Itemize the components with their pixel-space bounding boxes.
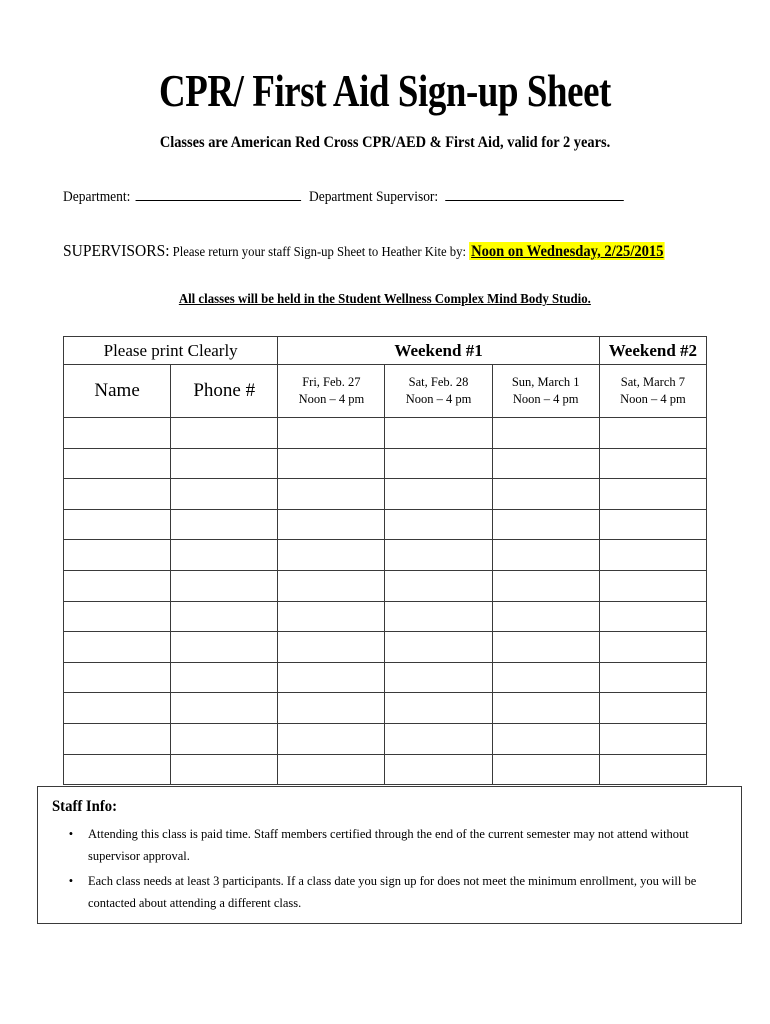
signup-cell[interactable]: [171, 632, 278, 663]
signup-cell[interactable]: [492, 509, 599, 540]
signup-cell[interactable]: [599, 601, 706, 632]
signup-table: [63, 336, 707, 785]
signup-cell[interactable]: [385, 754, 492, 785]
signup-cell[interactable]: [64, 601, 171, 632]
signup-cell[interactable]: [278, 662, 385, 693]
signup-cell[interactable]: [64, 570, 171, 601]
signup-cell[interactable]: [278, 448, 385, 479]
signup-cell[interactable]: [385, 448, 492, 479]
signup-cell[interactable]: [171, 693, 278, 724]
signup-cell[interactable]: [171, 601, 278, 632]
table-row: [64, 632, 707, 663]
column-header-phone: Phone #: [171, 365, 278, 418]
deadline-highlight: Noon on Wednesday, 2/25/2015: [471, 243, 664, 260]
signup-cell[interactable]: [492, 570, 599, 601]
signup-cell[interactable]: [171, 723, 278, 754]
signup-cell[interactable]: [385, 723, 492, 754]
list-item: [68, 870, 733, 914]
table-row: [64, 540, 707, 571]
table-row: [64, 418, 707, 449]
class-date-label: Sun, March 1: [511, 375, 580, 389]
signup-cell[interactable]: [171, 479, 278, 510]
department-supervisor-label: Department Supervisor:: [308, 189, 439, 205]
supervisors-return-text: Please return your staff Sign-up Sheet to Heather Kite by:: [172, 244, 467, 259]
signup-cell[interactable]: [278, 601, 385, 632]
department-fields-line: [63, 187, 624, 207]
column-header-sat-feb-28: [385, 365, 492, 418]
signup-cell[interactable]: [171, 448, 278, 479]
department-blank-field[interactable]: [136, 188, 302, 201]
signup-cell[interactable]: [278, 540, 385, 571]
supervisors-instruction-line: [63, 240, 664, 263]
table-row: [64, 509, 707, 540]
signup-cell[interactable]: [278, 509, 385, 540]
department-label: Department:: [63, 189, 131, 205]
list-item-text: Each class needs at least 3 participants. If a class date you sign up for does not meet the minimum enrollment, you will be contacted about attending a different class.: [88, 873, 697, 910]
class-date-label: Fri, Feb. 27: [302, 375, 361, 389]
signup-cell[interactable]: [599, 632, 706, 663]
signup-cell[interactable]: [171, 540, 278, 571]
department-supervisor-blank-field[interactable]: [446, 188, 625, 201]
class-date-label: Sat, March 7: [620, 375, 685, 389]
signup-cell[interactable]: [492, 540, 599, 571]
signup-cell[interactable]: [492, 693, 599, 724]
signup-cell[interactable]: [385, 632, 492, 663]
signup-cell[interactable]: [599, 754, 706, 785]
column-header-sun-march-1: [492, 365, 599, 418]
signup-cell[interactable]: [64, 754, 171, 785]
signup-cell[interactable]: [385, 418, 492, 449]
bullet-icon: •: [68, 873, 74, 888]
signup-cell[interactable]: [599, 662, 706, 693]
signup-cell[interactable]: [278, 723, 385, 754]
group-header-print-clearly: Please print Clearly: [64, 337, 278, 365]
signup-cell[interactable]: [385, 693, 492, 724]
list-item-text: Attending this class is paid time. Staff members certified through the end of the current semester may not attend without supervisor approval.: [88, 826, 689, 863]
table-row: [64, 601, 707, 632]
signup-cell[interactable]: [492, 662, 599, 693]
signup-cell[interactable]: [385, 540, 492, 571]
signup-cell[interactable]: [385, 601, 492, 632]
column-header-name: Name: [64, 365, 171, 418]
signup-table-body: [64, 418, 707, 785]
signup-cell[interactable]: [599, 693, 706, 724]
class-time-label: Noon – 4 pm: [298, 392, 365, 406]
class-date-label: Sat, Feb. 28: [408, 375, 469, 389]
signup-cell[interactable]: [599, 418, 706, 449]
column-header-fri-feb-27: [278, 365, 385, 418]
location-note-text: All classes will be held in the Student Wellness Complex Mind Body Studio.: [178, 291, 592, 306]
bullet-icon: •: [68, 826, 74, 841]
signup-cell[interactable]: [492, 754, 599, 785]
column-header-sat-march-7: [599, 365, 706, 418]
table-row: [64, 723, 707, 754]
signup-cell[interactable]: [492, 479, 599, 510]
signup-cell[interactable]: [385, 570, 492, 601]
signup-cell[interactable]: [171, 509, 278, 540]
table-row: [64, 479, 707, 510]
list-item: [68, 823, 733, 867]
signup-cell[interactable]: [599, 540, 706, 571]
group-header-row: [64, 337, 707, 365]
signup-cell[interactable]: [599, 479, 706, 510]
supervisors-lead-label: SUPERVISORS:: [63, 241, 170, 260]
group-header-weekend-2: Weekend #2: [599, 337, 706, 365]
signup-cell[interactable]: [64, 693, 171, 724]
signup-table-head: [64, 337, 707, 418]
signup-cell[interactable]: [64, 418, 171, 449]
staff-info-title: Staff Info:: [52, 798, 118, 815]
signup-cell[interactable]: [492, 601, 599, 632]
signup-cell[interactable]: [278, 418, 385, 449]
signup-cell[interactable]: [64, 723, 171, 754]
group-header-weekend-1: Weekend #1: [278, 337, 599, 365]
signup-cell[interactable]: [64, 662, 171, 693]
staff-info-box: [37, 786, 742, 924]
signup-cell[interactable]: [385, 479, 492, 510]
signup-cell[interactable]: [278, 754, 385, 785]
signup-cell[interactable]: [171, 570, 278, 601]
signup-cell[interactable]: [278, 570, 385, 601]
signup-cell[interactable]: [171, 418, 278, 449]
class-time-label: Noon – 4 pm: [405, 392, 472, 406]
signup-cell[interactable]: [492, 418, 599, 449]
table-row: [64, 662, 707, 693]
signup-cell[interactable]: [278, 693, 385, 724]
signup-cell[interactable]: [171, 754, 278, 785]
table-row: [64, 570, 707, 601]
page-subtitle: Classes are American Red Cross CPR/AED & First Aid, valid for 2 years.: [159, 134, 611, 151]
location-note: [0, 289, 770, 308]
signup-cell[interactable]: [64, 540, 171, 571]
signup-cell[interactable]: [492, 448, 599, 479]
signup-cell[interactable]: [278, 479, 385, 510]
staff-info-list: [60, 823, 760, 917]
signup-cell[interactable]: [599, 570, 706, 601]
signup-cell[interactable]: [171, 662, 278, 693]
signup-cell[interactable]: [385, 662, 492, 693]
signup-cell[interactable]: [385, 509, 492, 540]
table-row: [64, 754, 707, 785]
table-row: [64, 693, 707, 724]
signup-cell[interactable]: [492, 723, 599, 754]
signup-cell[interactable]: [278, 632, 385, 663]
table-row: [64, 448, 707, 479]
signup-cell[interactable]: [599, 509, 706, 540]
signup-cell[interactable]: [64, 448, 171, 479]
signup-cell[interactable]: [64, 509, 171, 540]
signup-cell[interactable]: [492, 632, 599, 663]
column-header-row: [64, 365, 707, 418]
signup-cell[interactable]: [599, 448, 706, 479]
signup-cell[interactable]: [64, 479, 171, 510]
class-time-label: Noon – 4 pm: [512, 392, 579, 406]
class-time-label: Noon – 4 pm: [620, 392, 686, 406]
signup-cell[interactable]: [599, 723, 706, 754]
page-title: CPR/ First Aid Sign-up Sheet: [159, 66, 611, 116]
signup-cell[interactable]: [64, 632, 171, 663]
